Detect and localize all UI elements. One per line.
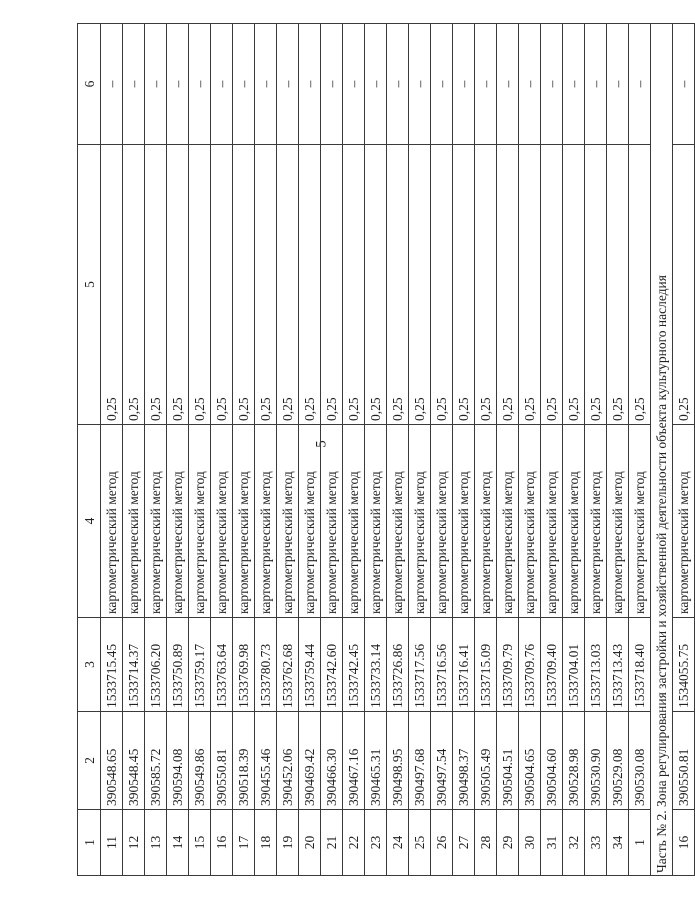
- header-cell: 6: [78, 24, 101, 145]
- y-coordinate-cell: 1533715.09: [475, 618, 497, 712]
- table-row: [475, 24, 497, 876]
- method-cell: картометрический метод: [387, 425, 409, 618]
- method-cell: картометрический метод: [541, 425, 563, 618]
- note-cell: –: [167, 24, 189, 145]
- note-cell: –: [431, 24, 453, 145]
- point-number-cell: 33: [585, 810, 607, 876]
- accuracy-cell: 0,25: [255, 145, 277, 425]
- table-row: [673, 24, 695, 876]
- table-row: [453, 24, 475, 876]
- method-cell: картометрический метод: [299, 425, 321, 618]
- point-number-cell: 16: [211, 810, 233, 876]
- method-cell: картометрический метод: [497, 425, 519, 618]
- table-row: [101, 24, 123, 876]
- y-coordinate-cell: 1533742.45: [343, 618, 365, 712]
- header-cell: 1: [78, 810, 101, 876]
- x-coordinate-cell: 390594.08: [167, 712, 189, 810]
- y-coordinate-cell: 1533759.17: [189, 618, 211, 712]
- table-row: [299, 24, 321, 876]
- accuracy-cell: 0,25: [167, 145, 189, 425]
- accuracy-cell: 0,25: [475, 145, 497, 425]
- accuracy-cell: 0,25: [563, 145, 585, 425]
- x-coordinate-cell: 390467.16: [343, 712, 365, 810]
- y-coordinate-cell: 1533726.86: [387, 618, 409, 712]
- point-number-cell: 20: [299, 810, 321, 876]
- y-coordinate-cell: 1533716.56: [431, 618, 453, 712]
- accuracy-cell: 0,25: [233, 145, 255, 425]
- point-number-cell: 26: [431, 810, 453, 876]
- method-cell: картометрический метод: [343, 425, 365, 618]
- point-number-cell: 1: [629, 810, 651, 876]
- point-number-cell: 29: [497, 810, 519, 876]
- table-row: [607, 24, 629, 876]
- y-coordinate-cell: 1533709.79: [497, 618, 519, 712]
- method-cell: картометрический метод: [673, 425, 695, 618]
- note-cell: –: [123, 24, 145, 145]
- point-number-cell: 23: [365, 810, 387, 876]
- note-cell: –: [607, 24, 629, 145]
- x-coordinate-cell: 390455.46: [255, 712, 277, 810]
- x-coordinate-cell: 390505.49: [475, 712, 497, 810]
- note-cell: –: [299, 24, 321, 145]
- table-row: [255, 24, 277, 876]
- y-coordinate-cell: 1533750.89: [167, 618, 189, 712]
- note-cell: –: [541, 24, 563, 145]
- method-cell: картометрический метод: [431, 425, 453, 618]
- table-row: [497, 24, 519, 876]
- header-row: [78, 24, 101, 876]
- point-number-cell: 25: [409, 810, 431, 876]
- accuracy-cell: 0,25: [673, 145, 695, 425]
- table-row: [409, 24, 431, 876]
- note-cell: –: [233, 24, 255, 145]
- x-coordinate-cell: 390528.98: [563, 712, 585, 810]
- table-row: [211, 24, 233, 876]
- point-number-cell: 12: [123, 810, 145, 876]
- note-cell: –: [101, 24, 123, 145]
- note-cell: –: [365, 24, 387, 145]
- note-cell: –: [321, 24, 343, 145]
- accuracy-cell: 0,25: [541, 145, 563, 425]
- point-number-cell: 32: [563, 810, 585, 876]
- note-cell: –: [211, 24, 233, 145]
- method-cell: картометрический метод: [409, 425, 431, 618]
- method-cell: картометрический метод: [365, 425, 387, 618]
- note-cell: –: [497, 24, 519, 145]
- point-number-cell: 21: [321, 810, 343, 876]
- y-coordinate-cell: 1533709.76: [519, 618, 541, 712]
- accuracy-cell: 0,25: [299, 145, 321, 425]
- table-row: [233, 24, 255, 876]
- method-cell: картометрический метод: [123, 425, 145, 618]
- method-cell: картометрический метод: [233, 425, 255, 618]
- method-cell: картометрический метод: [277, 425, 299, 618]
- table-row: [519, 24, 541, 876]
- point-number-cell: 22: [343, 810, 365, 876]
- method-cell: картометрический метод: [167, 425, 189, 618]
- y-coordinate-cell: 1533713.43: [607, 618, 629, 712]
- accuracy-cell: 0,25: [409, 145, 431, 425]
- page-number: 5: [313, 440, 330, 448]
- accuracy-cell: 0,25: [431, 145, 453, 425]
- method-cell: картометрический метод: [211, 425, 233, 618]
- method-cell: картометрический метод: [255, 425, 277, 618]
- x-coordinate-cell: 390504.65: [519, 712, 541, 810]
- note-cell: –: [585, 24, 607, 145]
- table-row: [145, 24, 167, 876]
- accuracy-cell: 0,25: [321, 145, 343, 425]
- section-title: Часть № 2. Зона регулирования застройки и хозяйственной деятельности объекта культурного наследия: [651, 24, 673, 876]
- table-row: [343, 24, 365, 876]
- x-coordinate-cell: 390452.06: [277, 712, 299, 810]
- table-row: [321, 24, 343, 876]
- x-coordinate-cell: 390497.54: [431, 712, 453, 810]
- header-cell: 4: [78, 425, 101, 618]
- y-coordinate-cell: 1533704.01: [563, 618, 585, 712]
- point-number-cell: 24: [387, 810, 409, 876]
- header-cell: 5: [78, 145, 101, 425]
- coordinates-table: [77, 23, 695, 876]
- note-cell: –: [453, 24, 475, 145]
- method-cell: картометрический метод: [189, 425, 211, 618]
- table-row: [563, 24, 585, 876]
- x-coordinate-cell: 390529.08: [607, 712, 629, 810]
- point-number-cell: 30: [519, 810, 541, 876]
- method-cell: картометрический метод: [607, 425, 629, 618]
- y-coordinate-cell: 1533762.68: [277, 618, 299, 712]
- table-row: [123, 24, 145, 876]
- point-number-cell: 34: [607, 810, 629, 876]
- method-cell: картометрический метод: [145, 425, 167, 618]
- x-coordinate-cell: 390504.60: [541, 712, 563, 810]
- accuracy-cell: 0,25: [387, 145, 409, 425]
- table-row: [189, 24, 211, 876]
- x-coordinate-cell: 390530.90: [585, 712, 607, 810]
- table-row: [365, 24, 387, 876]
- section-row: [651, 24, 673, 876]
- note-cell: –: [475, 24, 497, 145]
- point-number-cell: 19: [277, 810, 299, 876]
- y-coordinate-cell: 1533717.56: [409, 618, 431, 712]
- x-coordinate-cell: 390548.65: [101, 712, 123, 810]
- x-coordinate-cell: 390498.37: [453, 712, 475, 810]
- method-cell: картометрический метод: [101, 425, 123, 618]
- y-coordinate-cell: 1533713.03: [585, 618, 607, 712]
- table-row: [629, 24, 651, 876]
- method-cell: картометрический метод: [321, 425, 343, 618]
- point-number-cell: 11: [101, 810, 123, 876]
- note-cell: –: [409, 24, 431, 145]
- point-number-cell: 17: [233, 810, 255, 876]
- x-coordinate-cell: 390504.51: [497, 712, 519, 810]
- header-cell: 3: [78, 618, 101, 712]
- note-cell: –: [343, 24, 365, 145]
- x-coordinate-cell: 390585.72: [145, 712, 167, 810]
- y-coordinate-cell: 1533715.45: [101, 618, 123, 712]
- accuracy-cell: 0,25: [343, 145, 365, 425]
- table-row: [277, 24, 299, 876]
- table-row: [541, 24, 563, 876]
- method-cell: картометрический метод: [453, 425, 475, 618]
- accuracy-cell: 0,25: [519, 145, 541, 425]
- note-cell: –: [673, 24, 695, 145]
- y-coordinate-cell: 1533716.41: [453, 618, 475, 712]
- table-row: [387, 24, 409, 876]
- accuracy-cell: 0,25: [211, 145, 233, 425]
- y-coordinate-cell: 1534055.75: [673, 618, 695, 712]
- y-coordinate-cell: 1533733.14: [365, 618, 387, 712]
- method-cell: картометрический метод: [563, 425, 585, 618]
- y-coordinate-cell: 1533714.37: [123, 618, 145, 712]
- accuracy-cell: 0,25: [101, 145, 123, 425]
- note-cell: –: [563, 24, 585, 145]
- accuracy-cell: 0,25: [453, 145, 475, 425]
- x-coordinate-cell: 390548.45: [123, 712, 145, 810]
- y-coordinate-cell: 1533718.40: [629, 618, 651, 712]
- x-coordinate-cell: 390518.39: [233, 712, 255, 810]
- table-row: [167, 24, 189, 876]
- point-number-cell: 28: [475, 810, 497, 876]
- point-number-cell: 18: [255, 810, 277, 876]
- accuracy-cell: 0,25: [585, 145, 607, 425]
- y-coordinate-cell: 1533742.60: [321, 618, 343, 712]
- y-coordinate-cell: 1533759.44: [299, 618, 321, 712]
- note-cell: –: [387, 24, 409, 145]
- accuracy-cell: 0,25: [629, 145, 651, 425]
- y-coordinate-cell: 1533780.73: [255, 618, 277, 712]
- point-number-cell: 13: [145, 810, 167, 876]
- table-row: [431, 24, 453, 876]
- point-number-cell: 15: [189, 810, 211, 876]
- method-cell: картометрический метод: [519, 425, 541, 618]
- accuracy-cell: 0,25: [145, 145, 167, 425]
- x-coordinate-cell: 390550.81: [673, 712, 695, 810]
- method-cell: картометрический метод: [629, 425, 651, 618]
- y-coordinate-cell: 1533763.64: [211, 618, 233, 712]
- accuracy-cell: 0,25: [607, 145, 629, 425]
- accuracy-cell: 0,25: [365, 145, 387, 425]
- x-coordinate-cell: 390465.31: [365, 712, 387, 810]
- x-coordinate-cell: 390530.08: [629, 712, 651, 810]
- point-number-cell: 31: [541, 810, 563, 876]
- note-cell: –: [189, 24, 211, 145]
- accuracy-cell: 0,25: [123, 145, 145, 425]
- note-cell: –: [519, 24, 541, 145]
- note-cell: –: [145, 24, 167, 145]
- x-coordinate-cell: 390469.42: [299, 712, 321, 810]
- note-cell: –: [277, 24, 299, 145]
- x-coordinate-cell: 390498.95: [387, 712, 409, 810]
- point-number-cell: 27: [453, 810, 475, 876]
- x-coordinate-cell: 390497.68: [409, 712, 431, 810]
- header-cell: 2: [78, 712, 101, 810]
- method-cell: картометрический метод: [585, 425, 607, 618]
- point-number-cell: 16: [673, 810, 695, 876]
- note-cell: –: [629, 24, 651, 145]
- note-cell: –: [255, 24, 277, 145]
- accuracy-cell: 0,25: [189, 145, 211, 425]
- y-coordinate-cell: 1533709.40: [541, 618, 563, 712]
- accuracy-cell: 0,25: [497, 145, 519, 425]
- table-row: [585, 24, 607, 876]
- x-coordinate-cell: 390549.86: [189, 712, 211, 810]
- x-coordinate-cell: 390466.30: [321, 712, 343, 810]
- method-cell: картометрический метод: [475, 425, 497, 618]
- y-coordinate-cell: 1533769.98: [233, 618, 255, 712]
- y-coordinate-cell: 1533706.20: [145, 618, 167, 712]
- point-number-cell: 14: [167, 810, 189, 876]
- accuracy-cell: 0,25: [277, 145, 299, 425]
- x-coordinate-cell: 390550.81: [211, 712, 233, 810]
